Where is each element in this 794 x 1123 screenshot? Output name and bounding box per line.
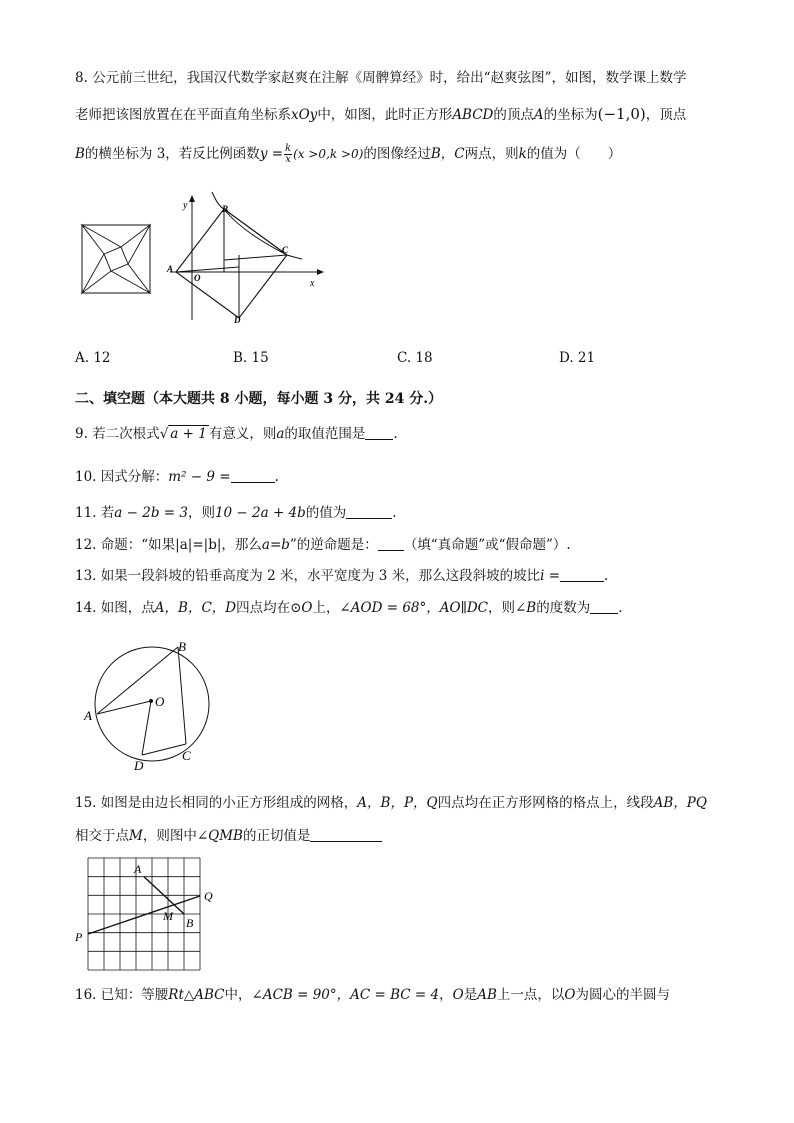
q8-number: 8. <box>75 70 88 86</box>
q9-radical: √ a + 1 <box>159 426 207 442</box>
y-axis-arrow-icon <box>189 195 195 202</box>
label-d: D <box>234 315 241 325</box>
q14-answer-blank[interactable] <box>590 599 618 614</box>
q14-circle-figure <box>82 636 222 776</box>
svg-text:B: B <box>178 639 186 654</box>
q10-answer-blank[interactable] <box>231 468 275 483</box>
label-c: C <box>282 245 289 255</box>
q11-answer-blank[interactable] <box>346 504 392 519</box>
svg-text:C: C <box>182 748 191 763</box>
zhao-shuang-figure <box>82 225 152 295</box>
q11: 11. 若a − 2b = 3，则10 − 2a + 4b的值为 . <box>75 505 397 521</box>
q14: 14. 如图，点A，B，C，D四点均在⊙O上，∠AOD = 68°，AO∥DC，则∠B的度数为 . <box>75 600 623 616</box>
svg-text:O: O <box>155 694 165 709</box>
option-b[interactable]: B. 15 <box>233 350 269 366</box>
q12-answer-blank[interactable] <box>378 536 404 551</box>
q8-coordinate-graph <box>162 192 322 327</box>
q8-fraction: $\frac{k}{x}$ <box>285 143 292 165</box>
q8-line1 <box>75 68 687 88</box>
option-a[interactable]: A. 12 <box>75 350 111 366</box>
label-y: y <box>183 200 188 211</box>
q12: 12. 命题：“如果|a|=|b|，那么a=b”的逆命题是： （填“真命题”或“假命题”）. <box>75 537 571 553</box>
label-o: O <box>194 273 201 283</box>
svg-text:Q: Q <box>204 889 213 903</box>
q13: 13. 如果一段斜坡的铅垂高度为 2 米，水平宽度为 3 米，那么这段斜坡的坡比i = . <box>75 568 609 584</box>
q8-line2: 老师把该图放置在在平面直角坐标系xOy中，如图，此时正方形ABCD的顶点A的坐标为(−1,0)，顶点 <box>75 105 687 123</box>
label-a: A <box>167 264 174 274</box>
q8-line3: B的横坐标为 3，若反比例函数y = $\frac{k}{x}$ (x >0,k >0)的图像经过B，C两点，则k的值为（ ） <box>75 143 622 165</box>
label-b: B <box>222 204 229 214</box>
svg-text:D: D <box>134 758 144 773</box>
q15-answer-blank[interactable] <box>310 827 382 842</box>
section-2-heading: 二、填空题（本大题共 8 小题，每小题 3 分，共 24 分.） <box>75 391 443 407</box>
option-c[interactable]: C. 18 <box>397 350 433 366</box>
q15-line2: 相交于点M，则图中∠QMB的正切值是 <box>75 826 382 846</box>
circle-o <box>95 647 209 761</box>
segment-pq <box>88 896 200 934</box>
q15-line1: 15. 如图是由边长相同的小正方形组成的网格，A，B，P，Q四点均在正方形网格的格点上，线段AB，PQ <box>75 795 707 811</box>
svg-text:A: A <box>134 862 142 876</box>
q9: 9. 若二次根式√ a + 1 有意义，则a的取值范围是 . <box>75 426 398 442</box>
hyperbola-curve <box>212 192 302 259</box>
q15-grid-figure <box>72 852 222 977</box>
x-axis-arrow-icon <box>317 269 324 275</box>
q9-answer-blank[interactable] <box>365 425 393 440</box>
center-dot-icon <box>149 699 153 703</box>
q8-text-line1: 公元前三世纪，我国汉代数学家赵爽在注解《周髀算经》时，给出“赵爽弦图”，如图，数学课上数学 <box>92 70 687 86</box>
svg-text:M: M <box>163 909 173 923</box>
q13-answer-blank[interactable] <box>560 567 604 582</box>
q10: 10. 因式分解：m² − 9 = . <box>75 469 279 485</box>
svg-text:P: P <box>75 930 83 944</box>
square-abcd <box>176 209 287 318</box>
label-x: x <box>310 278 315 289</box>
svg-text:B: B <box>186 916 194 930</box>
option-d[interactable]: D. 21 <box>559 350 596 366</box>
q16: 16. 已知：等腰Rt△ABC中，∠ACB = 90°，AC = BC = 4，O是AB上一点，以O为圆心的半圆与 <box>75 987 670 1003</box>
svg-text:A: A <box>84 708 92 723</box>
